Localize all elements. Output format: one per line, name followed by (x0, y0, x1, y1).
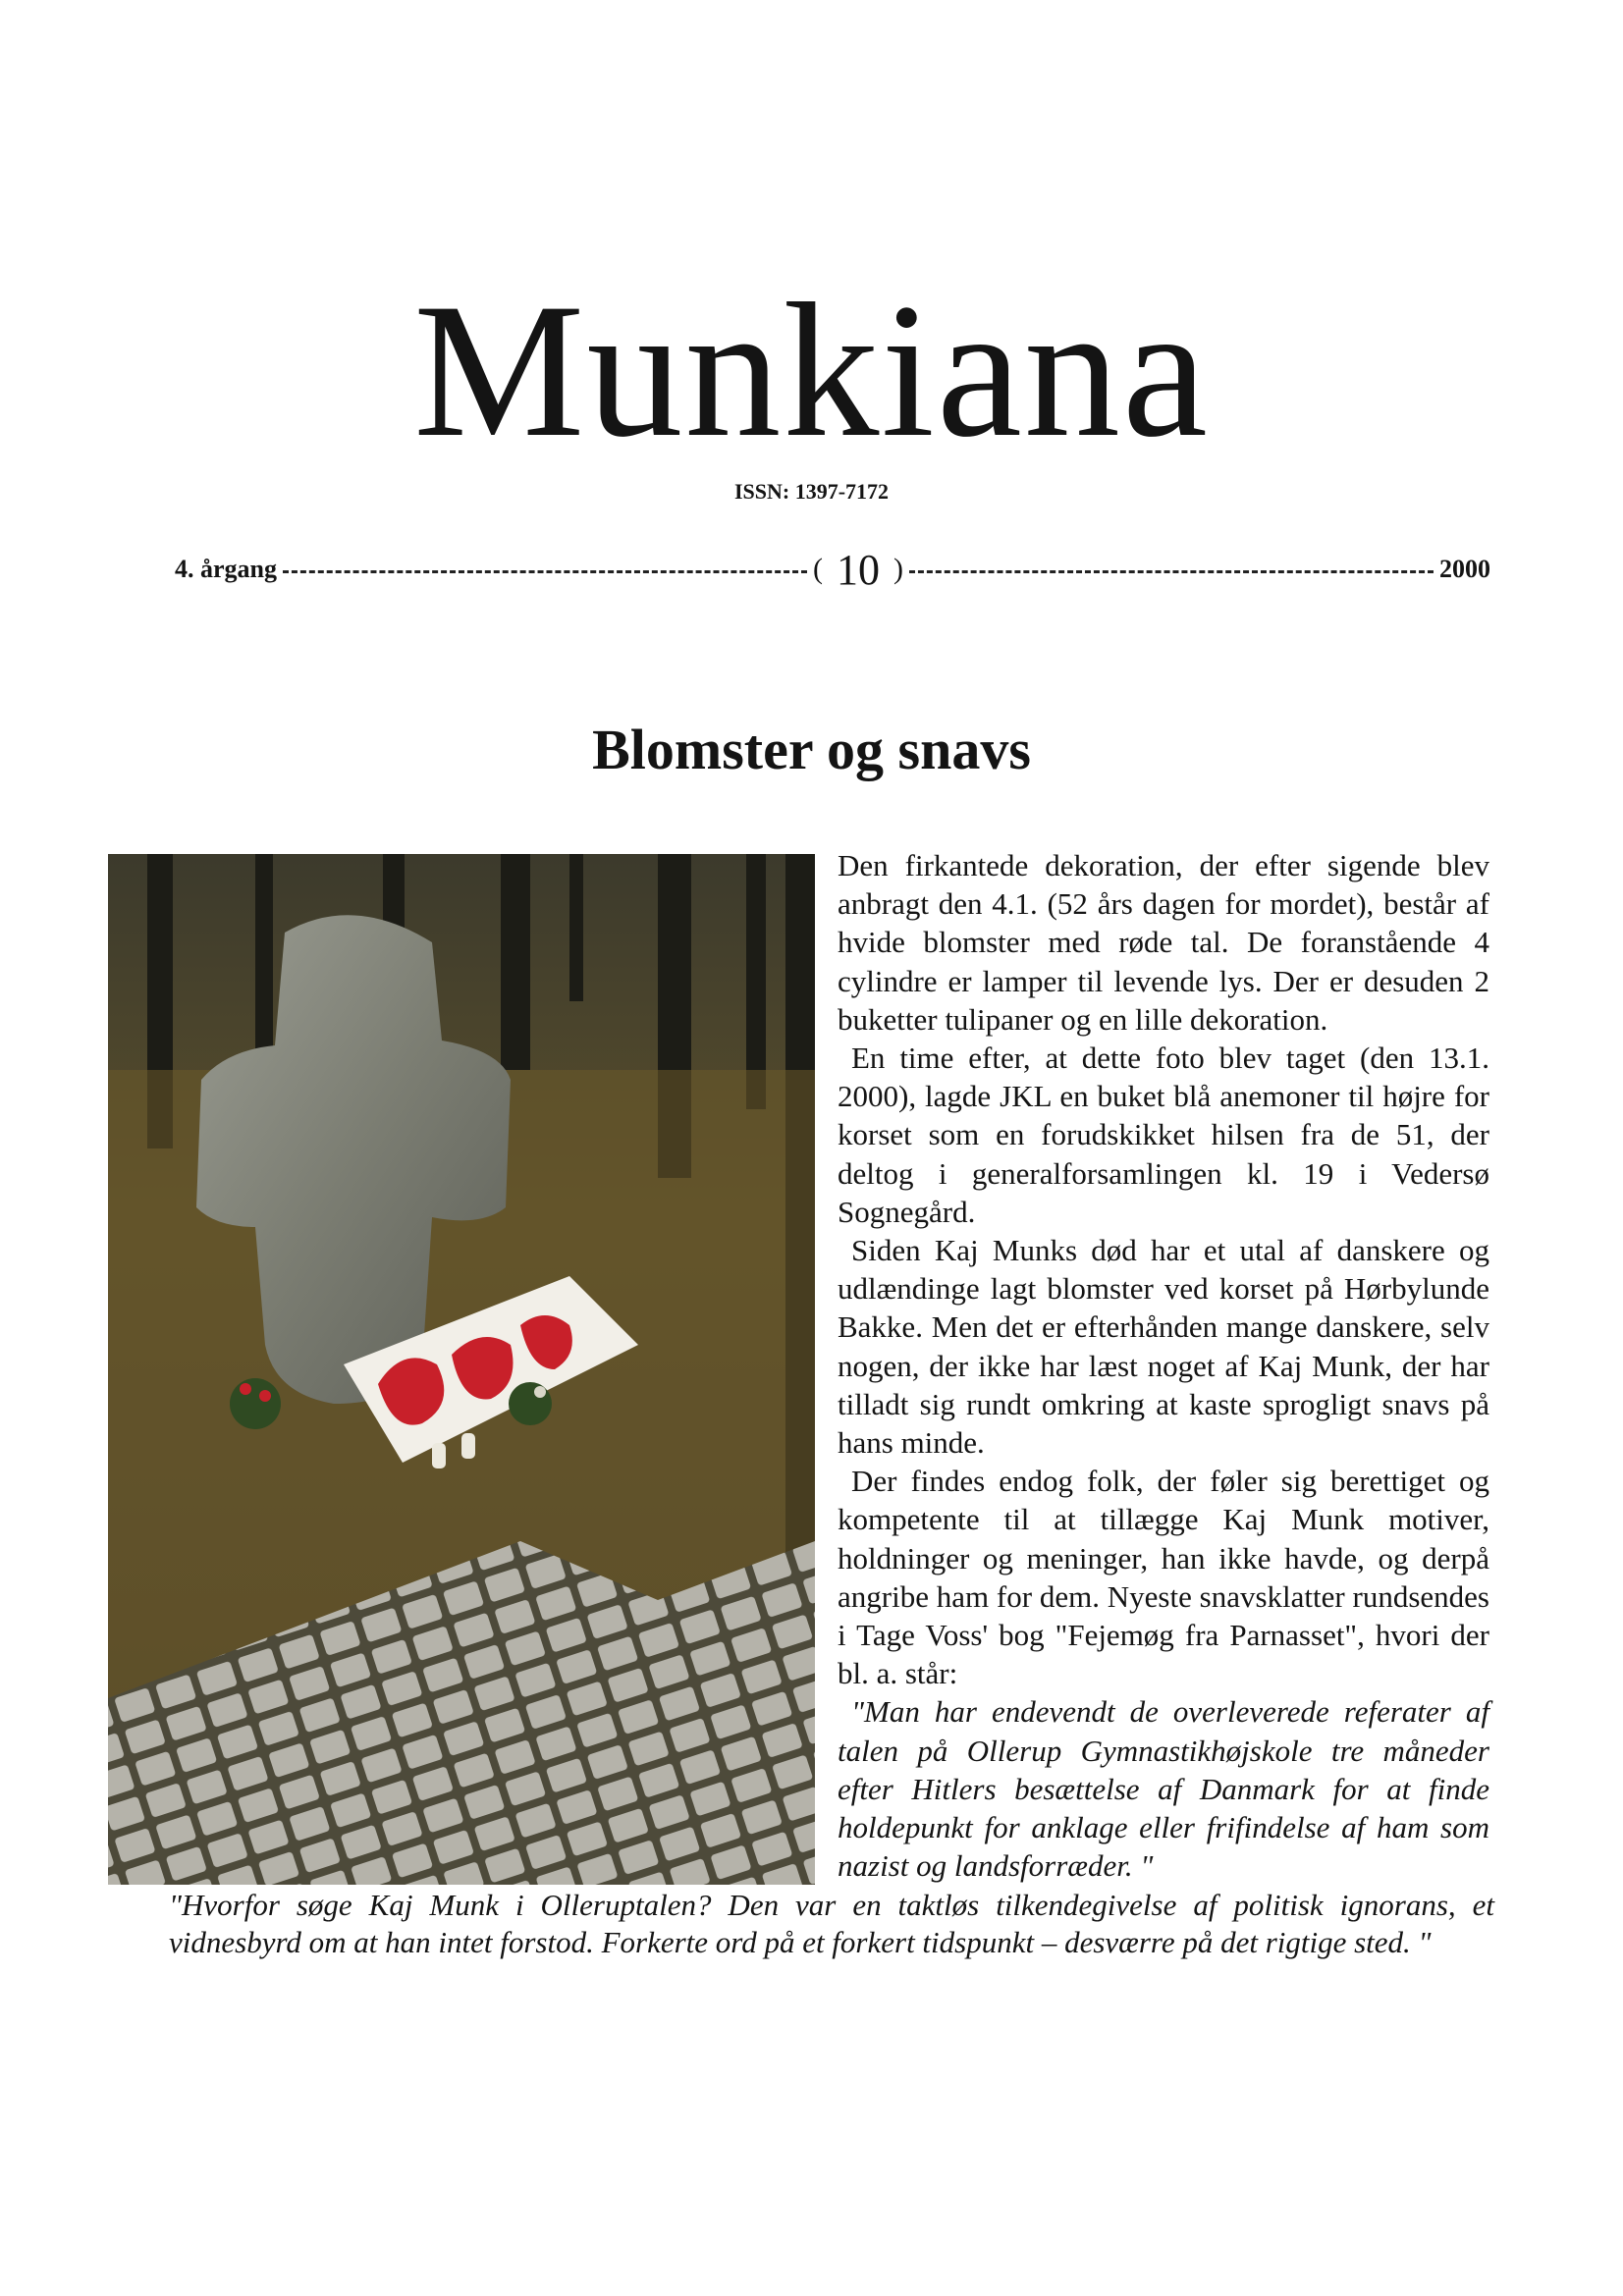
article-body (838, 846, 1489, 1885)
quote-hvorfor: "Hvorfor søge Kaj Munk i Olleruptalen? Den var en taktløs tilkendegivelse af politisk ignorans, et vidnesbyrd om at han intet forstod. Forkerte ord på et forkert tidspunkt – desværre på det rigtige sted. " (169, 1888, 1494, 1959)
article-paragraph: En time efter, at dette foto blev taget (den 13.1. 2000), lagde JKL en buket blå anemoner til højre for korset som en forudskikket hilsen fra de 51, der deltog i generalforsamlingen kl. 19 i Vedersø Sognegård. (838, 1041, 1489, 1229)
article-title: Blomster og snavs (592, 718, 1031, 781)
memorial-cross-photo (108, 854, 815, 1885)
article-paragraph: Siden Kaj Munks død har et utal af danskere og udlændinge lagt blomster ved korset på Hørbylunde Bakke. Men det er efterhånden mange danskere, selv nogen, der ikke har læst noget af Kaj Munk, der har tilladt sig rundt omkring at kaste sprogligt snavs på hans minde. (838, 1233, 1489, 1461)
issue-open-paren: ( (813, 553, 823, 585)
issue-line (175, 542, 1490, 597)
issue-close-paren: ) (893, 553, 903, 585)
masthead-title: Munkiana (413, 264, 1210, 477)
quote-ollerup: "Man har endevendt de overleverede referater af talen på Ollerup Gymnastikhøjskole tre måneder efter Hitlers besættelse af Danmark for at finde holdepunkt for anklage eller frifindelse af ham som nazist og landsforræder. " (838, 1694, 1489, 1884)
issn-number: ISSN: 1397-7172 (733, 479, 890, 504)
dashed-rule-right (909, 570, 1434, 573)
article-paragraph: Den firkantede dekoration, der efter sigende blev anbragt den 4.1. (52 års dagen for mordet), består af hvide blomster med røde tal. De foranstående 4 cylindre er lamper til levende lys. Der er desuden 2 buketter tulipaner og en lille dekoration. (838, 848, 1489, 1037)
dashed-rule-left (283, 570, 807, 573)
issue-number: 10 (837, 545, 880, 594)
article-paragraph: Der findes endog folk, der føler sig berettiget og kompetente til at tillægge Kaj Munk motiver, holdninger og meninger, han ikke havde, og derpå angribe ham for dem. Nyeste snavsklatter rundsendes i Tage Voss' bog "Fejemøg fra Parnasset", hvori der bl. a. står: (838, 1464, 1489, 1691)
volume-label: 4. årgang (175, 555, 277, 583)
issue-year: 2000 (1439, 555, 1490, 583)
